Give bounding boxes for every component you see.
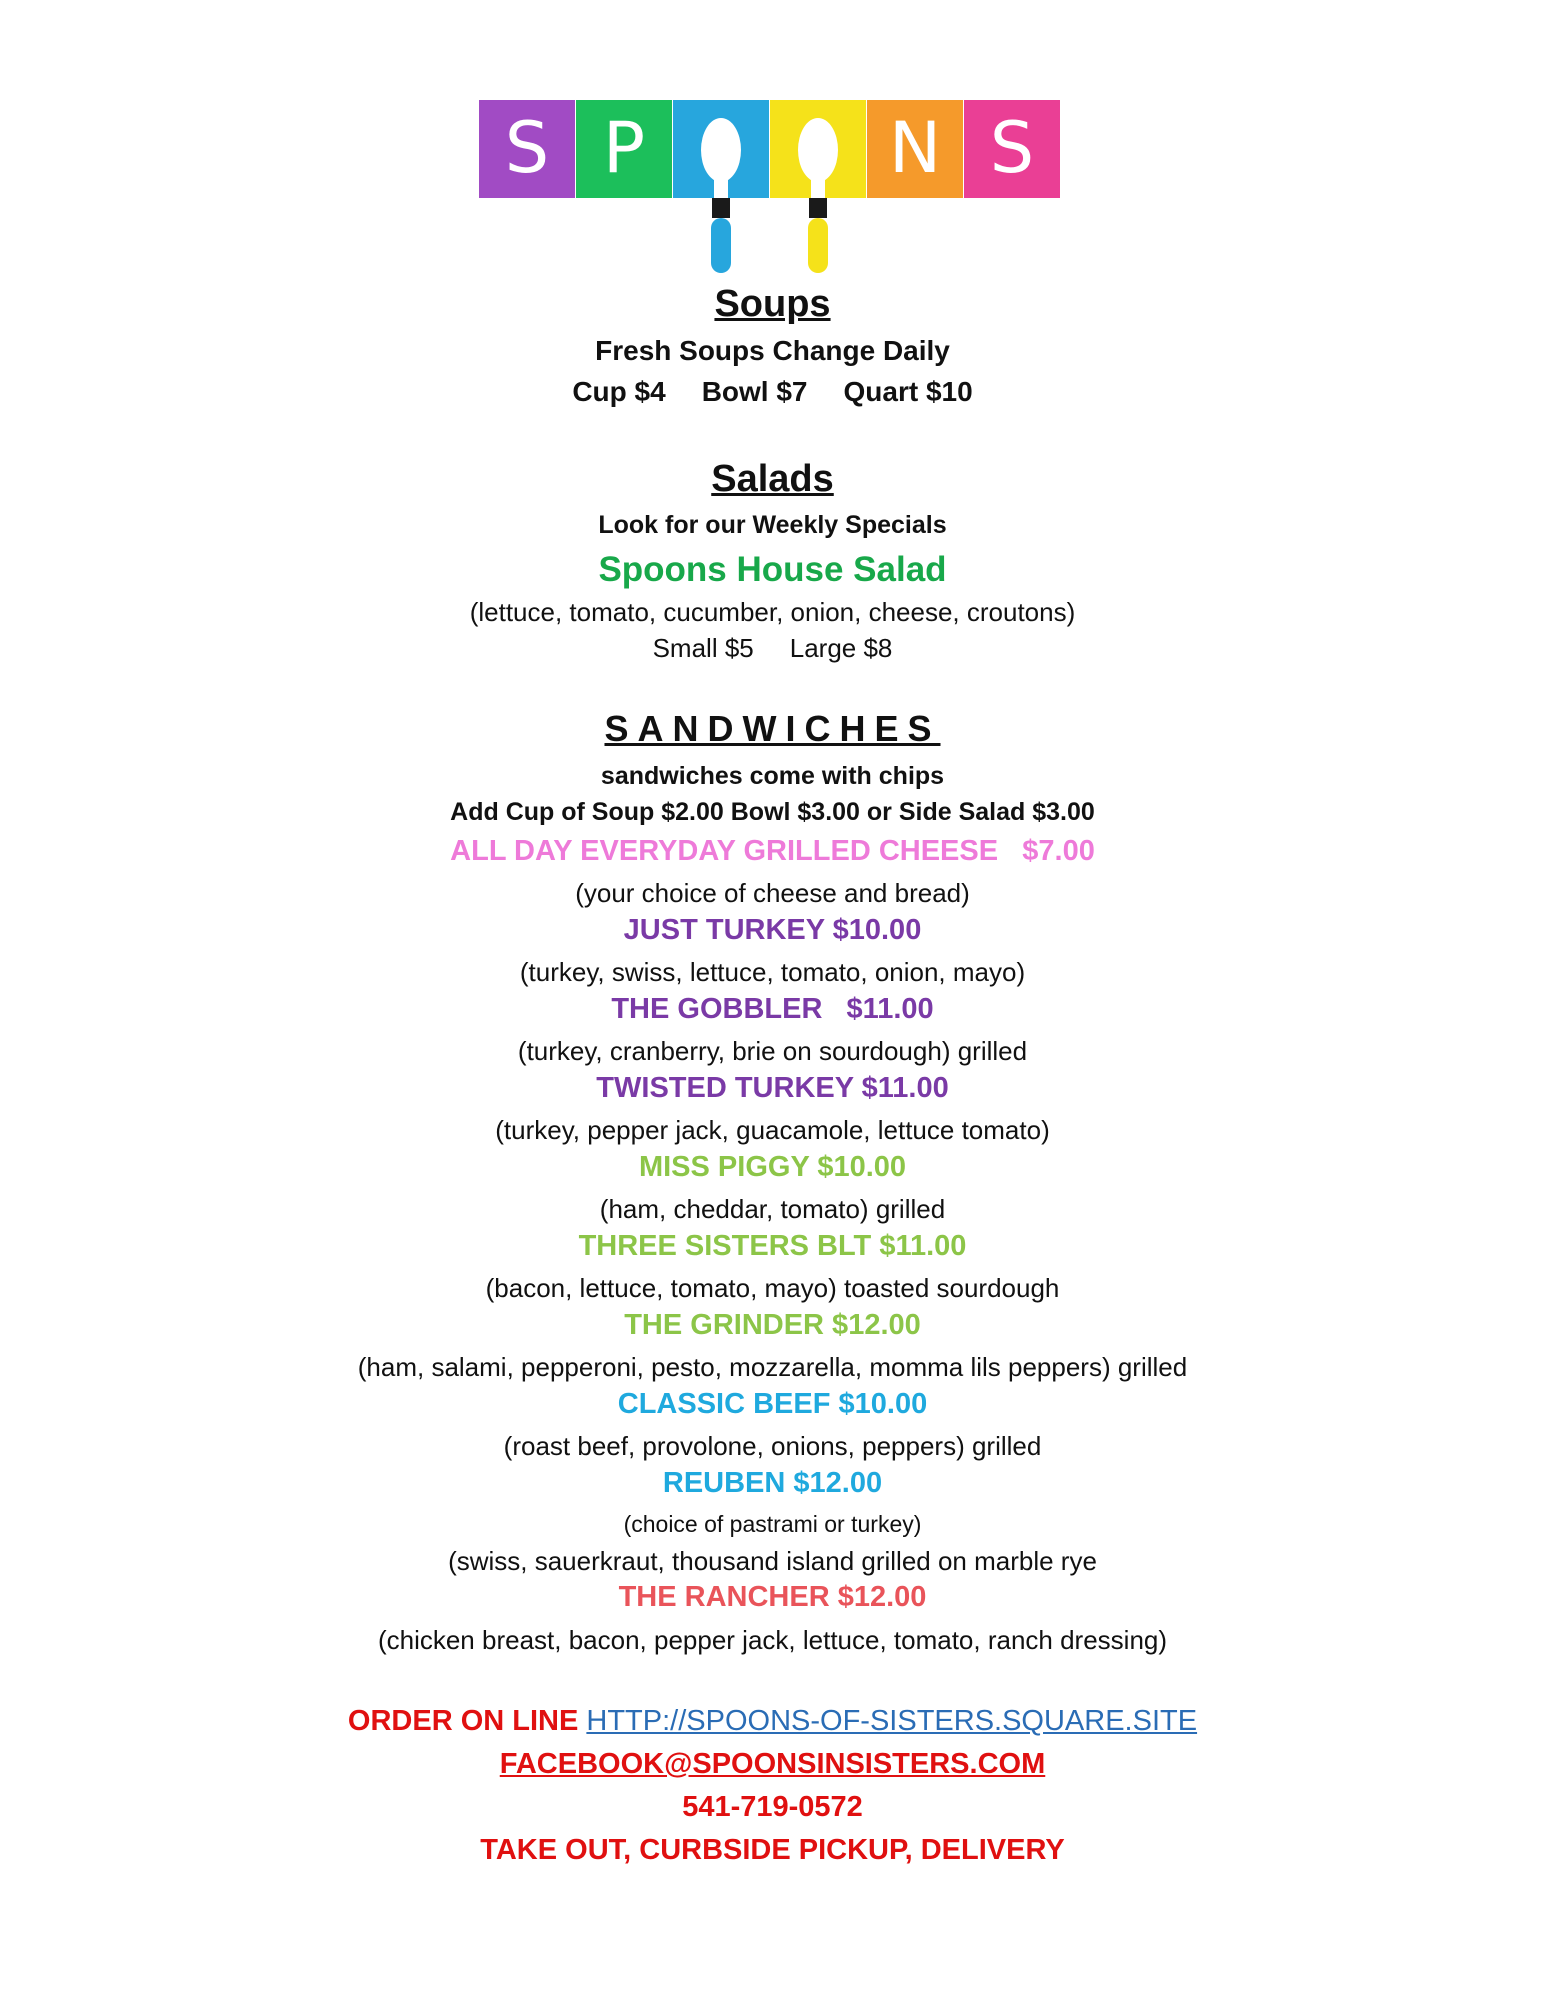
facebook-link[interactable]: FACEBOOK@SPOONSINSISTERS.COM [499, 1748, 1046, 1780]
logo-tile-n: N [867, 100, 963, 198]
sandwich-name: CLASSIC BEEF $10.00 [617, 1388, 928, 1420]
sandwiches-note-addons: Add Cup of Soup $2.00 Bowl $3.00 or Side Salad $3.00 [450, 798, 1095, 826]
logo-tile-s1: S [479, 100, 575, 198]
soups-prices [0, 377, 1545, 408]
salads-title: Salads [711, 458, 834, 500]
spoons-logo [479, 100, 1061, 277]
salad-prices [0, 634, 1545, 663]
logo-tile-p: P [576, 100, 672, 198]
sandwich-name: THE GRINDER $12.00 [624, 1309, 921, 1341]
sandwich-name: THREE SISTERS BLT $11.00 [578, 1230, 967, 1262]
sandwich-desc: (your choice of cheese and bread) [575, 878, 970, 908]
salad-large-price: Large $8 [789, 633, 893, 663]
sandwich-desc: (roast beef, provolone, onions, peppers) grilled [503, 1431, 1042, 1461]
spoon-icon [479, 100, 1061, 277]
logo-tile-s2: S [964, 100, 1060, 198]
soup-bowl-price: Bowl $7 [701, 376, 808, 407]
sandwich-desc: (bacon, lettuce, tomato, mayo) toasted sourdough [485, 1273, 1060, 1303]
sandwich-name: ALL DAY EVERYDAY GRILLED CHEESE $7.00 [450, 835, 1095, 867]
sandwich-name: THE GOBBLER $11.00 [611, 993, 934, 1025]
salads-subtitle: Look for our Weekly Specials [598, 511, 947, 539]
sandwich-desc: (turkey, cranberry, brie on sourdough) grilled [517, 1036, 1028, 1066]
sandwich-name: REUBEN $12.00 [662, 1467, 883, 1499]
salad-small-price: Small $5 [652, 633, 754, 663]
order-online-label: ORDER ON LINE [347, 1705, 579, 1737]
order-online-link[interactable]: HTTP://SPOONS-OF-SISTERS.SQUARE.SITE [586, 1705, 1198, 1737]
service-options: TAKE OUT, CURBSIDE PICKUP, DELIVERY [480, 1834, 1065, 1866]
house-salad-desc: (lettuce, tomato, cucumber, onion, cheese, croutons) [469, 597, 1076, 627]
sandwiches-title: SANDWICHES [604, 708, 941, 749]
soup-quart-price: Quart $10 [843, 376, 973, 407]
phone-number: 541-719-0572 [682, 1791, 863, 1823]
sandwich-desc: (ham, salami, pepperoni, pesto, mozzarella, momma lils peppers) grilled [357, 1352, 1188, 1382]
soups-subtitle: Fresh Soups Change Daily [595, 335, 950, 366]
soups-title: Soups [714, 283, 831, 325]
sandwich-desc: (turkey, swiss, lettuce, tomato, onion, mayo) [519, 957, 1026, 987]
sandwich-desc: (swiss, sauerkraut, thousand island grilled on marble rye [448, 1546, 1097, 1576]
order-online-line [0, 1706, 1545, 1738]
sandwich-note: (choice of pastrami or turkey) [623, 1511, 922, 1537]
sandwich-desc: (ham, cheddar, tomato) grilled [599, 1194, 946, 1224]
sandwich-desc: (turkey, pepper jack, guacamole, lettuce tomato) [495, 1115, 1050, 1145]
sandwich-desc: (chicken breast, bacon, pepper jack, lettuce, tomato, ranch dressing) [377, 1625, 1168, 1655]
sandwich-name: TWISTED TURKEY $11.00 [596, 1072, 949, 1104]
sandwich-name: JUST TURKEY $10.00 [623, 914, 922, 946]
house-salad-name: Spoons House Salad [598, 550, 947, 589]
sandwich-name: THE RANCHER $12.00 [618, 1581, 927, 1613]
sandwich-name: MISS PIGGY $10.00 [638, 1151, 907, 1183]
soup-cup-price: Cup $4 [572, 376, 666, 407]
sandwiches-note-chips: sandwiches come with chips [600, 762, 945, 790]
